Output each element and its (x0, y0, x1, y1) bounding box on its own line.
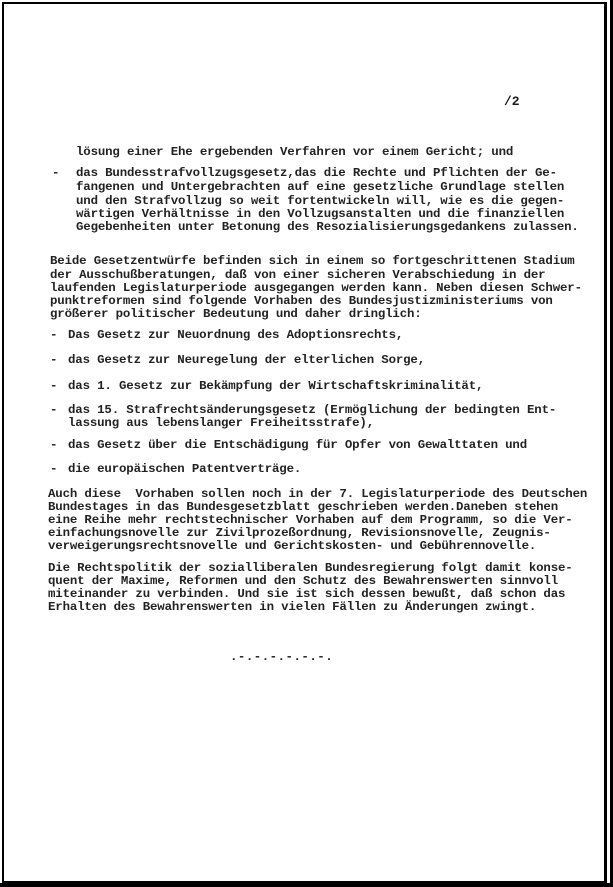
text-line: der Ausschußberatungen, daß von einer sicheren Verabschiedung in der (50, 268, 546, 282)
bullet-dash: - (50, 353, 58, 367)
bullet-dash: - (52, 166, 60, 180)
text-line: größerer politischer Bedeutung und daher dringlich: (50, 307, 422, 321)
text-line: fangenen und Untergebrachten auf eine gesetzliche Grundlage stellen (76, 180, 565, 194)
bullet-dash: - (50, 462, 58, 476)
text-line: Beide Gesetzentwürfe befinden sich in einem so fortgeschrittenen Stadium (50, 254, 575, 268)
list-item: das 15. Strafrechtsänderungsgesetz (Ermöglichung der bedingten Ent- (68, 403, 557, 417)
bullet-dash: - (50, 328, 58, 342)
list-item: das Gesetz zur Neuregelung der elterlichen Sorge, (68, 353, 425, 367)
text-line: eine Reihe mehr rechtstechnischer Vorhaben auf dem Programm, so die Ver- (48, 513, 573, 527)
list-item: das Gesetz über die Entschädigung für Opfer von Gewalttaten und (68, 438, 527, 452)
text-line: wärtigen Verhältnisse in den Vollzugsanstalten und die finanziellen (76, 207, 565, 221)
text-line: miteinander zu verbinden. Und sie ist sich dessen bewußt, daß schon das (48, 587, 566, 601)
text-line: quent der Maxime, Reformen und den Schutz des Bewahrenswerten sinnvoll (48, 574, 558, 588)
bullet-dash: - (50, 438, 58, 452)
bullet-dash: - (50, 403, 58, 417)
text-line: Erhalten des Bewahrenswerten in vielen Fällen zu Änderungen zwingt. (48, 600, 537, 614)
list-item: das 1. Gesetz zur Bekämpfung der Wirtschaftskriminalität, (68, 379, 484, 393)
list-item: die europäischen Patentverträge. (68, 462, 302, 476)
text-line: und den Strafvollzug so weit fortentwickeln will, wie es die gegen- (76, 194, 565, 208)
end-separator: .-.-.-.-.-.-. (230, 650, 334, 664)
list-item-continuation: lassung aus lebenslanger Freiheitsstrafe), (68, 416, 374, 430)
text-line: laufenden Legislaturperiode ausgegangen werden kann. Neben diesen Schwer- (50, 281, 582, 295)
bullet-dash: - (50, 379, 58, 393)
intro-line: lösung einer Ehe ergebenden Verfahren vor einem Gericht; und (76, 145, 514, 159)
text-line: Die Rechtspolitik der sozialliberalen Bundesregierung folgt damit konse- (48, 561, 573, 575)
scan-edge-bottom (0, 883, 613, 887)
text-line: Auch diese Vorhaben sollen noch in der 7. Legislaturperiode des Deutschen (48, 487, 588, 501)
list-item: Das Gesetz zur Neuordnung des Adoptionsrechts, (68, 328, 404, 342)
text-line: einfachungsnovelle zur Zivilprozeßordnung, Revisionsnovelle, Zeugnis- (48, 526, 551, 540)
text-line: das Bundesstrafvollzugsgesetz,das die Rechte und Pflichten der Ge- (76, 166, 557, 180)
text-line: punktreformen sind folgende Vorhaben des Bundesjustizministeriums von (50, 294, 553, 308)
text-line: Gegebenheiten unter Betonung des Resozialisierungsgedankens zulassen. (76, 220, 579, 234)
text-line: Bundestages in das Bundesgesetzblatt geschrieben werden.Daneben stehen (48, 500, 558, 514)
page-number: /2 (504, 94, 520, 109)
text-line: verweigerungsrechtsnovelle und Gerichtskosten- und Gebührennovelle. (48, 539, 537, 553)
